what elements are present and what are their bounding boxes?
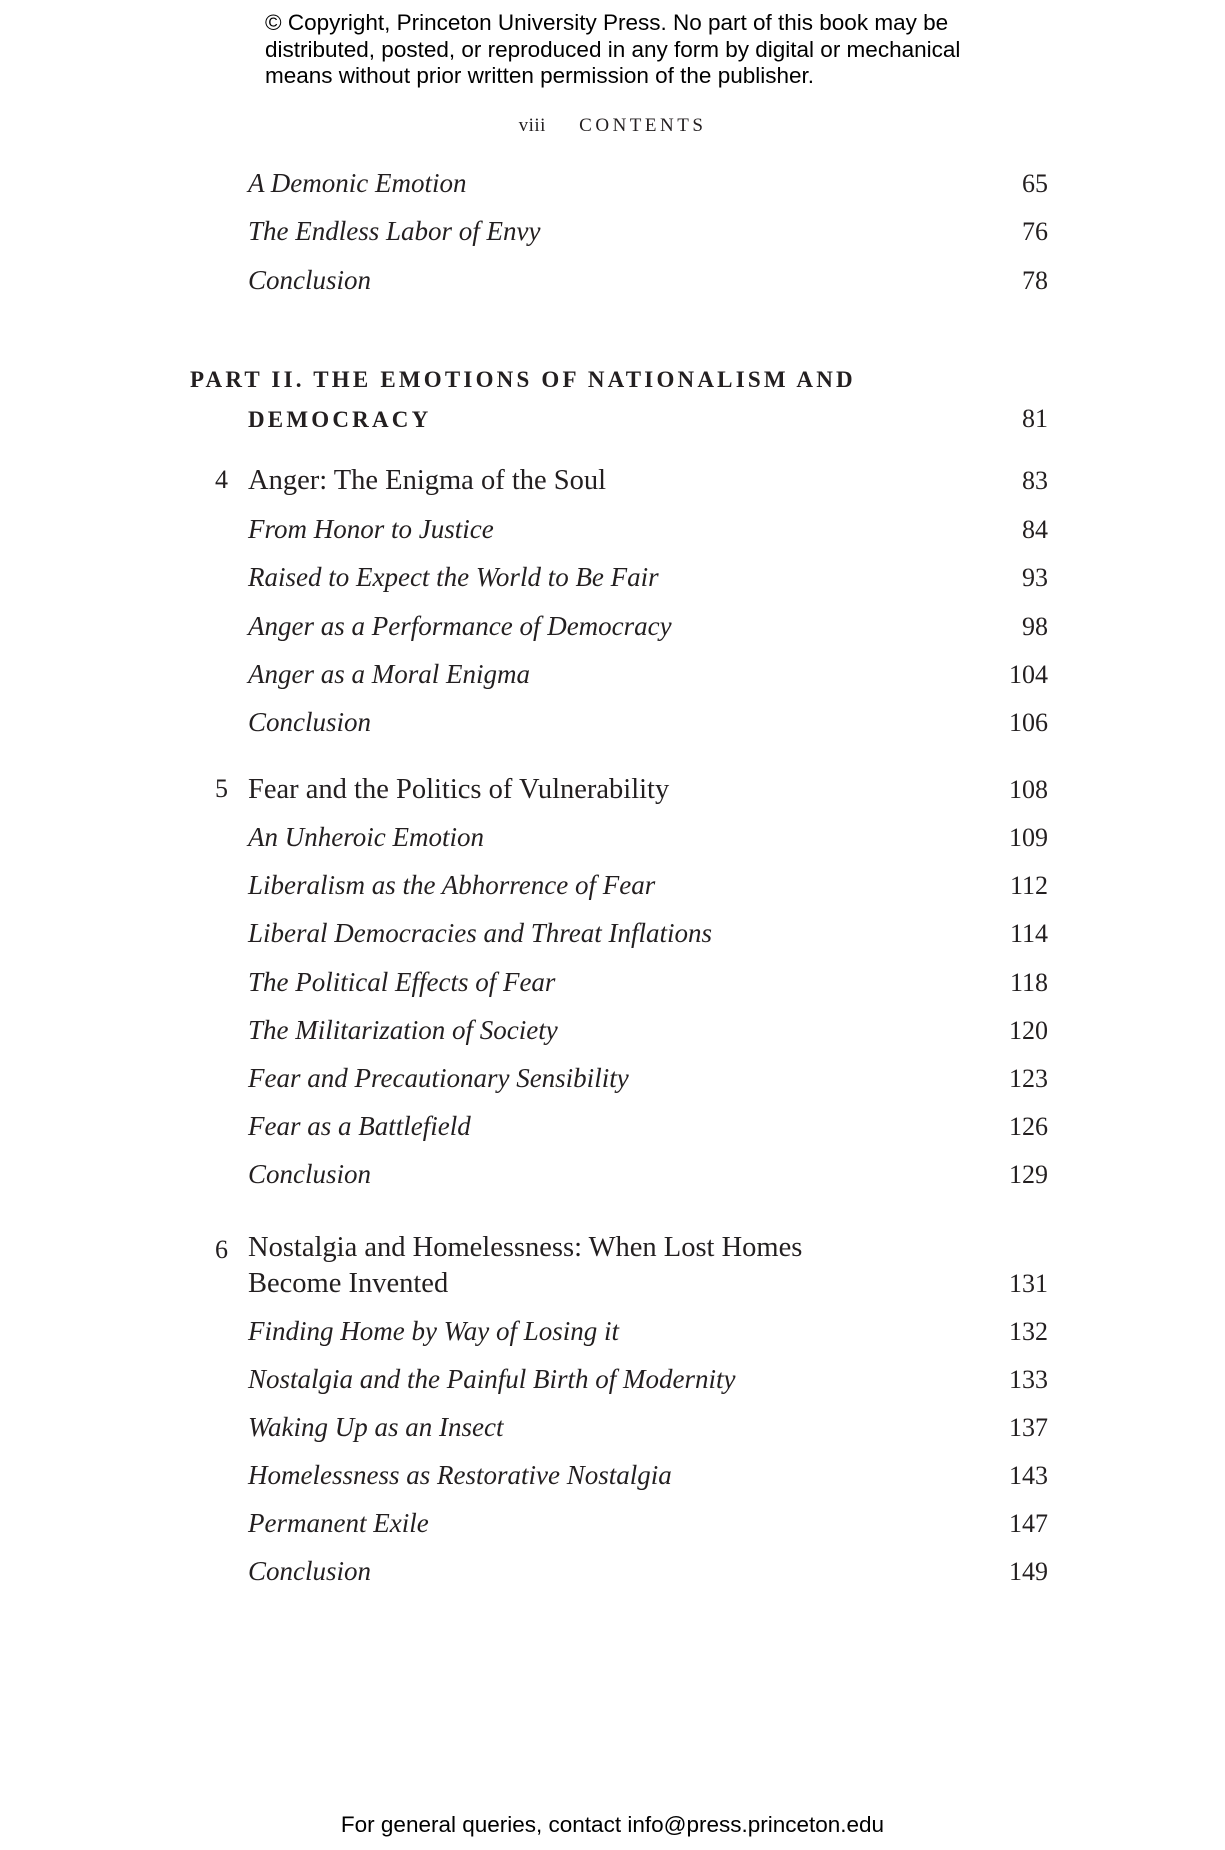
toc-section[interactable] — [248, 1364, 1048, 1404]
toc-section-title: Nostalgia and the Painful Birth of Modernity — [248, 1364, 736, 1394]
footer-contact: For general queries, contact info@press.princeton.edu — [340, 1812, 885, 1837]
toc-chapter-title: Nostalgia and Homelessness: When Lost Homes — [248, 1232, 803, 1263]
toc-page-number: 120 — [1009, 1016, 1048, 1045]
toc-section-title: Liberal Democracies and Threat Inflations — [248, 918, 712, 948]
toc-section-title: Waking Up as an Insect — [248, 1412, 504, 1442]
toc-section-title: An Unheroic Emotion — [248, 822, 484, 852]
toc-section-title: Fear as a Battlefield — [248, 1111, 471, 1141]
toc-page-number: 137 — [1009, 1413, 1048, 1442]
toc-page-number: 78 — [1022, 266, 1048, 295]
toc-page-number: 93 — [1022, 563, 1048, 592]
toc-page-number: 98 — [1022, 612, 1048, 641]
toc-page-number: 104 — [1009, 660, 1048, 689]
toc-section[interactable] — [248, 265, 1048, 305]
part-heading-line2: DEMOCRACY — [248, 407, 432, 432]
toc-section-title: The Endless Labor of Envy — [248, 216, 541, 246]
toc-section-title: Anger as a Moral Enigma — [248, 659, 530, 689]
toc-section[interactable] — [248, 1412, 1048, 1452]
toc-page-number: 147 — [1009, 1509, 1048, 1538]
toc-section[interactable] — [248, 1111, 1048, 1151]
toc-section[interactable] — [248, 1508, 1048, 1548]
toc-page-number: 106 — [1009, 708, 1048, 737]
toc-page-number: 126 — [1009, 1112, 1048, 1141]
toc-page-number: 112 — [1009, 871, 1048, 900]
toc-section-title: The Political Effects of Fear — [248, 967, 556, 997]
toc-section-title: The Militarization of Society — [248, 1015, 558, 1045]
toc-page-number: 108 — [1009, 775, 1048, 804]
part-heading[interactable]: PART II. THE EMOTIONS OF NATIONALISM AND — [190, 367, 856, 392]
toc-page-number: 133 — [1009, 1365, 1048, 1394]
toc-chapter[interactable] — [215, 465, 1048, 505]
copyright-notice: © Copyright, Princeton University Press. No part of this book may be distributed, posted, or reproduced in any form by digital or mechanical means without prior written permission of the publisher. — [265, 10, 961, 88]
toc-page-number: 129 — [1009, 1160, 1048, 1189]
toc-section-title: Liberalism as the Abhorrence of Fear — [248, 870, 656, 900]
toc-section[interactable] — [248, 514, 1048, 554]
toc-section-title: Finding Home by Way of Losing it — [248, 1316, 619, 1346]
toc-section[interactable] — [248, 822, 1048, 862]
toc-page-number: 143 — [1009, 1461, 1048, 1490]
toc-section[interactable] — [248, 562, 1048, 602]
toc-section-title: Conclusion — [248, 707, 372, 737]
toc-page-number: 81 — [1022, 404, 1048, 433]
toc-chapter-title: Anger: The Enigma of the Soul — [248, 465, 607, 496]
toc-page-number: 118 — [1009, 968, 1048, 997]
toc-section[interactable] — [248, 1159, 1048, 1199]
toc-section-title: Permanent Exile — [248, 1508, 429, 1538]
toc-section[interactable] — [248, 1460, 1048, 1500]
toc-page-number: 84 — [1022, 515, 1048, 544]
toc-section[interactable] — [248, 216, 1048, 256]
toc-page-number: 114 — [1009, 919, 1048, 948]
toc-section-title: Conclusion — [248, 1159, 372, 1189]
toc-section-title: Conclusion — [248, 1556, 372, 1586]
toc-chapter-continued[interactable] — [248, 1268, 1048, 1308]
toc-section[interactable] — [248, 918, 1048, 958]
toc-section[interactable] — [248, 707, 1048, 747]
toc-page-number: 131 — [1009, 1269, 1048, 1298]
toc-section-title: Raised to Expect the World to Be Fair — [248, 562, 659, 592]
toc-section-title: Conclusion — [248, 265, 372, 295]
part-heading-continued[interactable] — [248, 404, 1048, 434]
toc-page-number: 76 — [1022, 217, 1048, 246]
toc-page-number: 109 — [1009, 823, 1048, 852]
chapter-number: 5 — [215, 774, 228, 803]
toc-section[interactable] — [248, 870, 1048, 910]
toc-chapter-title-line2: Become Invented — [248, 1268, 449, 1299]
toc-section[interactable] — [248, 1316, 1048, 1356]
toc-section-title: A Demonic Emotion — [248, 168, 467, 198]
toc-page-number: 149 — [1009, 1557, 1048, 1586]
toc-section[interactable] — [248, 1556, 1048, 1596]
running-title: CONTENTS — [579, 115, 707, 136]
page-folio: viii — [518, 115, 546, 136]
chapter-number: 4 — [215, 465, 228, 494]
toc-section[interactable] — [248, 659, 1048, 699]
toc-page-number: 123 — [1009, 1064, 1048, 1093]
toc-section[interactable] — [248, 967, 1048, 1007]
toc-section-title: Fear and Precautionary Sensibility — [248, 1063, 629, 1093]
toc-section-title: Homelessness as Restorative Nostalgia — [248, 1460, 672, 1490]
toc-chapter-title: Fear and the Politics of Vulnerability — [248, 774, 670, 805]
toc-section[interactable] — [248, 1063, 1048, 1103]
toc-section-title: From Honor to Justice — [248, 514, 494, 544]
toc-page-number: 83 — [1022, 466, 1048, 495]
toc-section[interactable] — [248, 611, 1048, 651]
toc-section[interactable] — [248, 1015, 1048, 1055]
toc-section[interactable] — [248, 168, 1048, 208]
toc-section-title: Anger as a Performance of Democracy — [248, 611, 672, 641]
chapter-number: 6 — [215, 1235, 228, 1264]
toc-chapter[interactable] — [215, 774, 1048, 814]
toc-page-number: 65 — [1022, 169, 1048, 198]
toc-page-number: 132 — [1009, 1317, 1048, 1346]
